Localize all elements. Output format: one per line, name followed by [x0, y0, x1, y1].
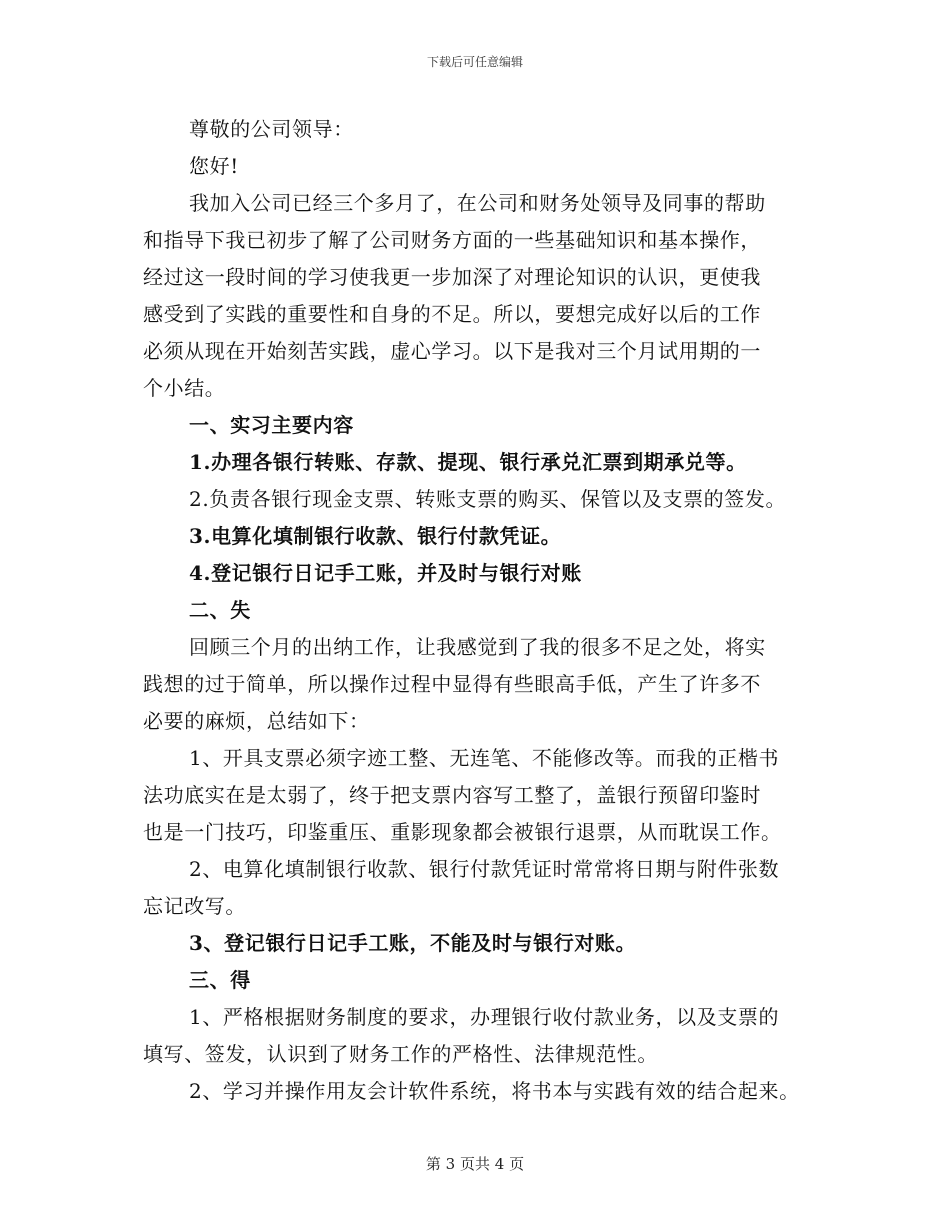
page-footer: 第 3 页共 4 页: [425, 1155, 525, 1173]
paragraph-line: 必要的麻烦，总结如下：: [143, 709, 370, 733]
section-heading-line: 一、实习主要内容: [189, 413, 354, 437]
paragraph-line: 个小结。: [143, 376, 226, 400]
paragraph-line: 您好!: [189, 154, 239, 178]
paragraph-line: 也是一门技巧，印鉴重压、重影现象都会被银行退票，从而耽误工作。: [143, 820, 782, 844]
paragraph-line: 和指导下我已初步了解了公司财务方面的一些基础知识和基本操作，: [143, 228, 761, 252]
paragraph-line: 我加入公司已经三个多月了，在公司和财务处领导及同事的帮助: [189, 191, 766, 215]
section-heading-line: 3.电算化填制银行收款、银行付款凭证。: [189, 524, 562, 548]
paragraph-line: 回顾三个月的出纳工作，让我感觉到了我的很多不足之处，将实: [189, 635, 766, 659]
paragraph-line: 经过这一段时间的学习使我更一步加深了对理论知识的认识，更使我: [143, 265, 761, 289]
paragraph-line: 感受到了实践的重要性和自身的不足。所以，要想完成好以后的工作: [143, 302, 761, 326]
paragraph-line: 法功底实在是太弱了，终于把支票内容写工整了，盖银行预留印鉴时: [143, 783, 761, 807]
section-heading-line: 二、失: [189, 598, 251, 622]
paragraph-line: 尊敬的公司领导：: [189, 117, 354, 141]
page-header: 下载后可任意编辑: [426, 55, 523, 69]
section-heading-line: 4.登记银行日记手工账，并及时与银行对账: [189, 561, 582, 585]
section-heading-line: 3、登记银行日记手工账，不能及时与银行对账。: [189, 931, 637, 955]
paragraph-line: 2、电算化填制银行收款、银行付款凭证时常常将日期与附件张数: [189, 857, 780, 881]
paragraph-line: 践想的过于简单，所以操作过程中显得有些眼高手低，产生了许多不: [143, 672, 761, 696]
document-body: [143, 111, 823, 1110]
paragraph-line: 忘记改写。: [143, 894, 246, 918]
paragraph-line: 填写、签发，认识到了财务工作的严格性、法律规范性。: [143, 1042, 658, 1066]
paragraph-line: 1、开具支票必须字迹工整、无连笔、不能修改等。而我的正楷书: [189, 746, 780, 770]
paragraph-line: 2、学习并操作用友会计软件系统，将书本与实践有效的结合起来。: [189, 1079, 800, 1103]
paragraph-line: 必须从现在开始刻苦实践，虚心学习。以下是我对三个月试用期的一: [143, 339, 761, 363]
paragraph-line: 2.负责各银行现金支票、转账支票的购买、保管以及支票的签发。: [189, 487, 787, 511]
paragraph-line: 1、严格根据财务制度的要求，办理银行收付款业务，以及支票的: [189, 1005, 780, 1029]
section-heading-line: 三、得: [189, 968, 251, 992]
section-heading-line: 1.办理各银行转账、存款、提现、银行承兑汇票到期承兑等。: [189, 450, 747, 474]
